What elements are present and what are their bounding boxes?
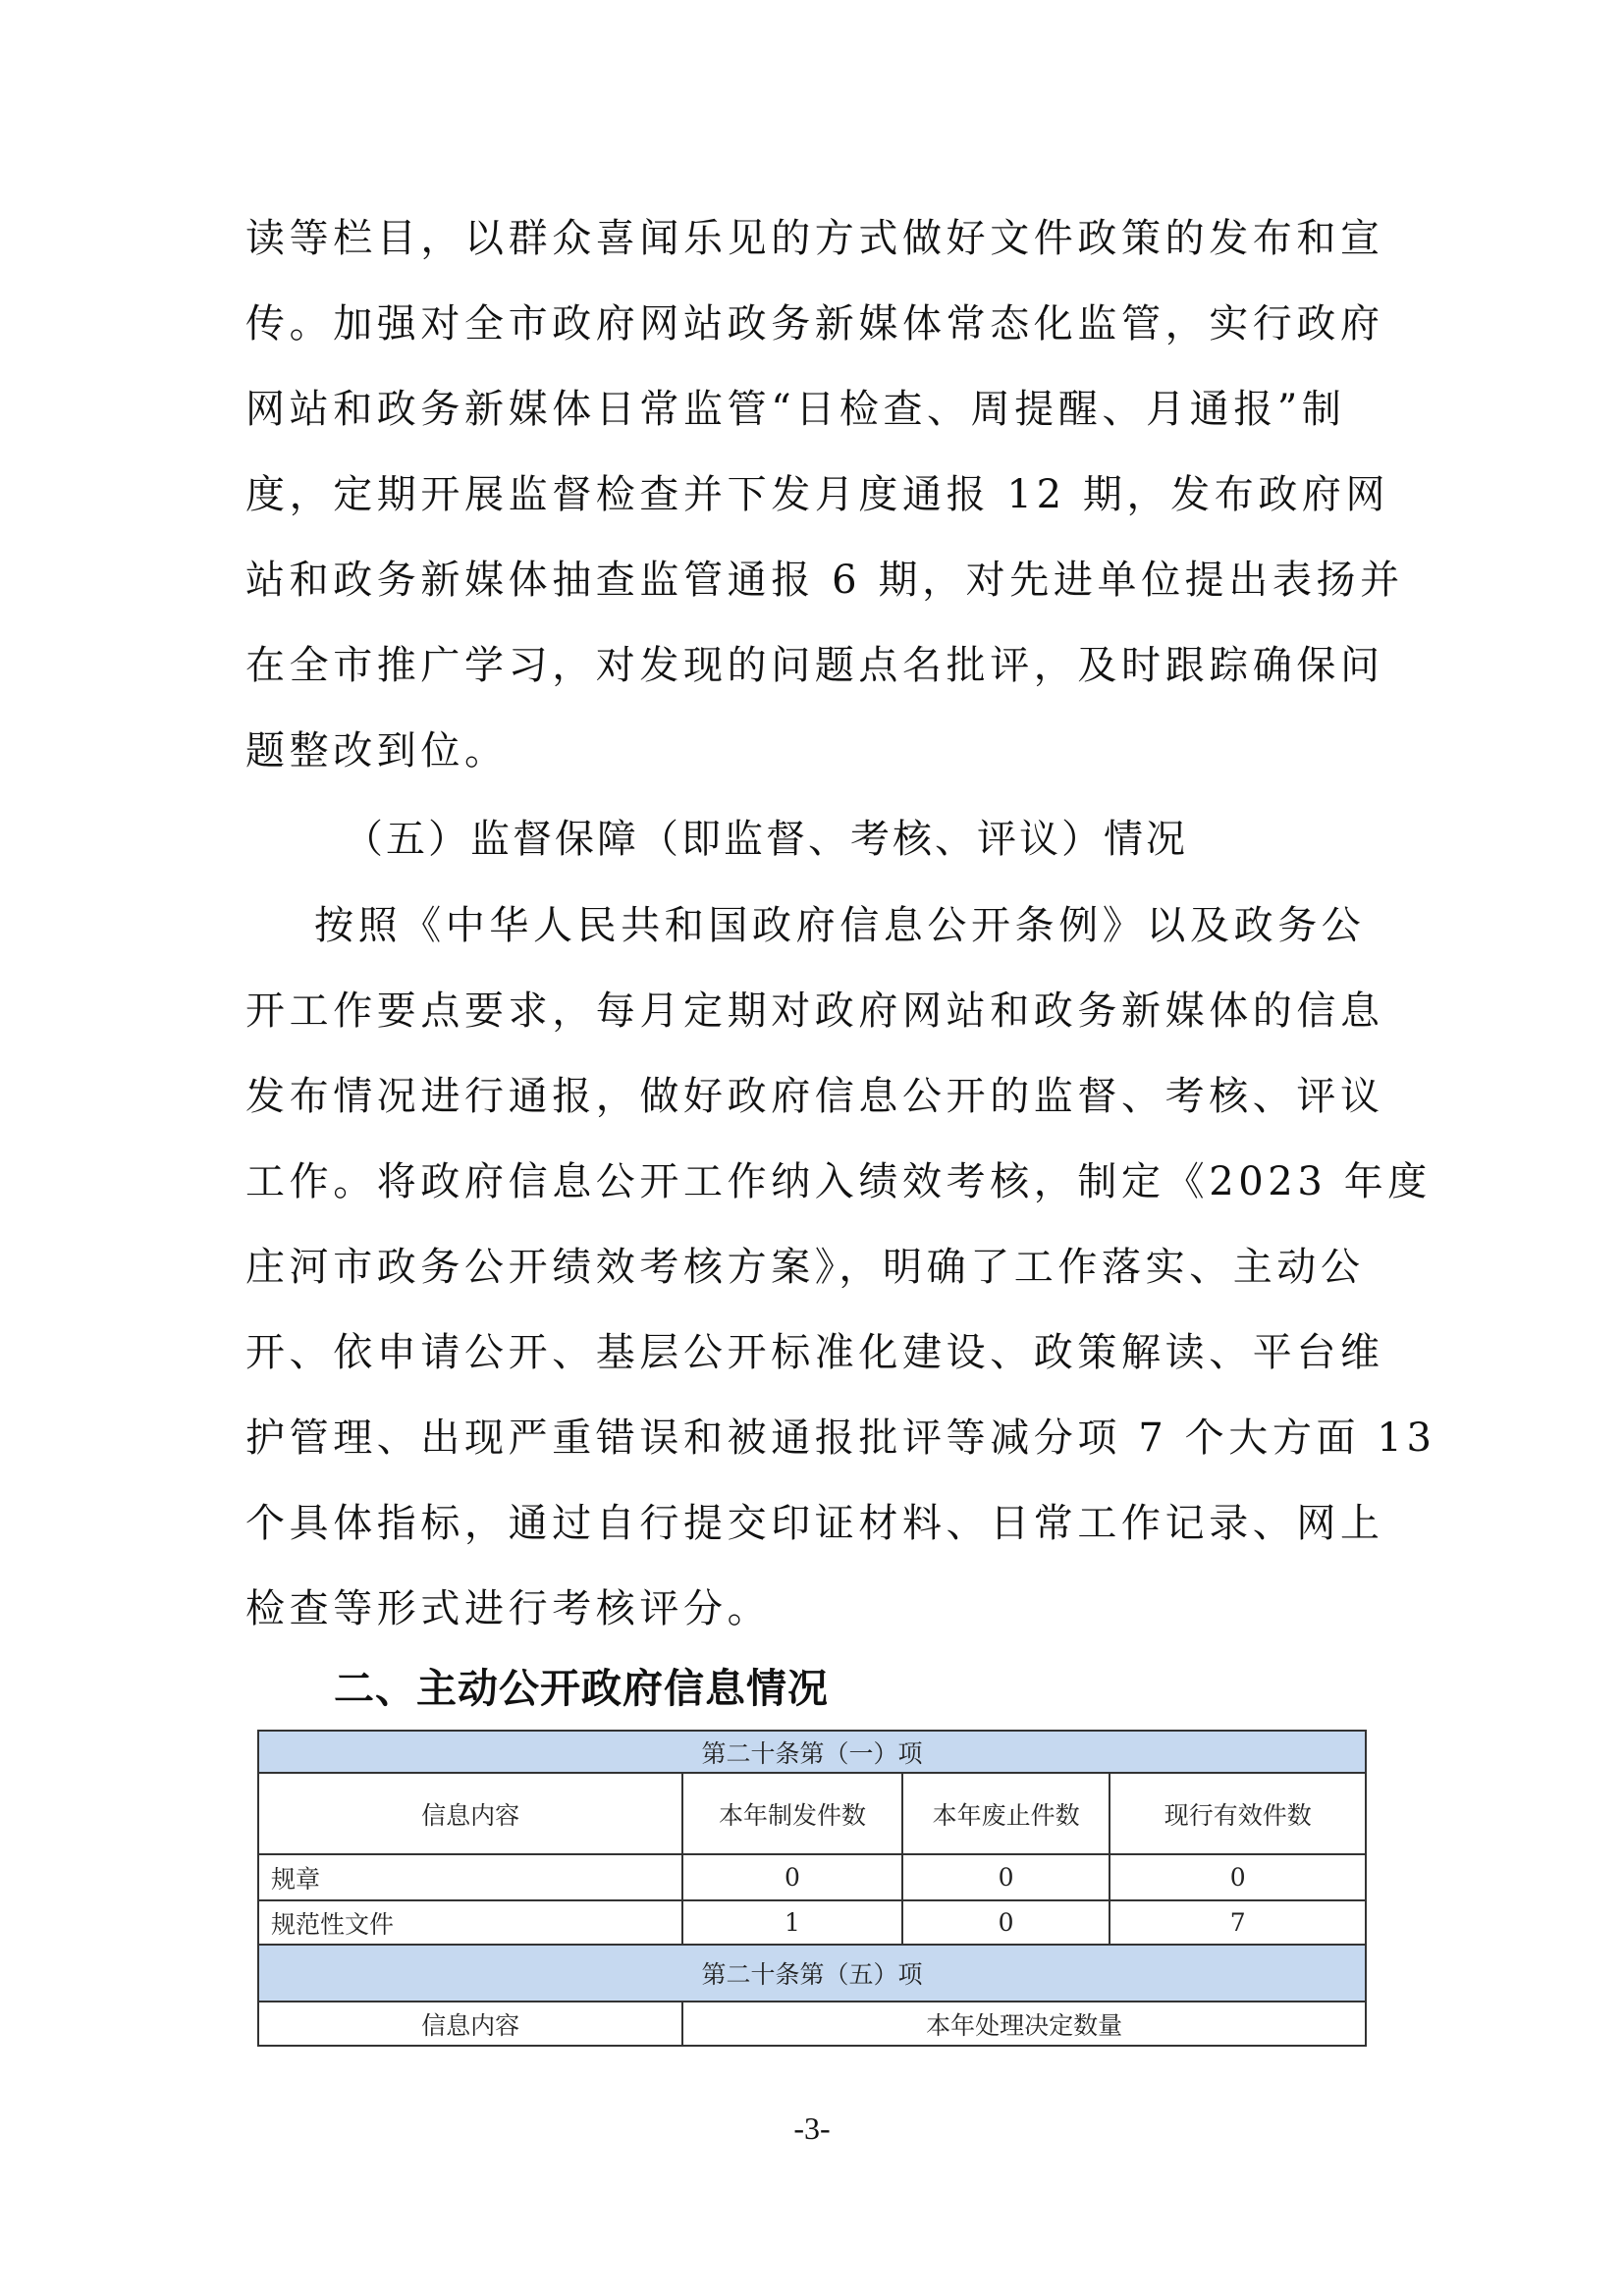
section-a-title: 第二十条第（一）项: [258, 1731, 1366, 1773]
header-decisions: 本年处理决定数量: [682, 2002, 1366, 2046]
text-line: 在全市推广学习，对发现的问题点名批评，及时跟踪确保问: [245, 643, 1384, 688]
row-issued: 1: [682, 1900, 902, 1945]
page-number: -3-: [793, 2110, 831, 2146]
row-valid: 0: [1110, 1854, 1366, 1900]
text-line: 检查等形式进行考核评分。: [245, 1586, 772, 1631]
header-abolished: 本年废止件数: [902, 1773, 1110, 1854]
text-line: 按照《中华人民共和国政府信息公开条例》以及政务公: [314, 903, 1366, 948]
header-info-content: 信息内容: [258, 1773, 682, 1854]
table-band-row: [258, 1945, 1366, 2002]
table-header-row: [258, 1773, 1366, 1854]
text-line: 工作。将政府信息公开工作纳入绩效考核，制定《2023 年度: [245, 1159, 1432, 1204]
section-five-paragraph: [245, 883, 1436, 1652]
header-info-content: 信息内容: [258, 2002, 682, 2046]
table-band-row: [258, 1731, 1366, 1773]
text-line: 开工作要点要求，每月定期对政府网站和政务新媒体的信息: [245, 988, 1384, 1034]
section-five-heading: （五）监督保障（即监督、考核、评议）情况: [344, 817, 1188, 862]
text-line: 护管理、出现严重错误和被通报批评等减分项 7 个大方面 13: [245, 1415, 1436, 1461]
text-line: 网站和政务新媒体日常监管“日检查、周提醒、月通报”制: [245, 387, 1346, 432]
row-abolished: 0: [902, 1854, 1110, 1900]
table-row: [258, 1900, 1366, 1945]
paragraph-continued: [245, 196, 1404, 794]
table-row: [258, 1854, 1366, 1900]
text-line: 传。加强对全市政府网站政务新媒体常态化监管，实行政府: [245, 301, 1384, 347]
row-label: 规章: [258, 1854, 682, 1900]
section-b-title: 第二十条第（五）项: [258, 1945, 1366, 2002]
text-line: 题整改到位。: [245, 728, 509, 774]
disclosure-table: [257, 1730, 1367, 2047]
row-abolished: 0: [902, 1900, 1110, 1945]
text-line: 开、依申请公开、基层公开标准化建设、政策解读、平台维: [245, 1330, 1384, 1375]
text-line: 度，定期开展监督检查并下发月度通报 12 期，发布政府网: [245, 472, 1390, 517]
header-valid: 现行有效件数: [1110, 1773, 1366, 1854]
row-valid: 7: [1110, 1900, 1366, 1945]
table-header-row: [258, 2002, 1366, 2046]
text-line: 个具体指标，通过自行提交印证材料、日常工作记录、网上: [245, 1501, 1384, 1546]
row-issued: 0: [682, 1854, 902, 1900]
section-two-heading: 二、主动公开政府信息情况: [334, 1665, 829, 1712]
text-line: 站和政务新媒体抽查监管通报 6 期，对先进单位提出表扬并: [245, 558, 1404, 603]
row-label: 规范性文件: [258, 1900, 682, 1945]
text-line: 发布情况进行通报，做好政府信息公开的监督、考核、评议: [245, 1074, 1384, 1119]
text-line: 读等栏目，以群众喜闻乐见的方式做好文件政策的发布和宣: [245, 216, 1384, 261]
text-line: 庄河市政务公开绩效考核方案》，明确了工作落实、主动公: [245, 1245, 1365, 1290]
header-issued: 本年制发件数: [682, 1773, 902, 1854]
